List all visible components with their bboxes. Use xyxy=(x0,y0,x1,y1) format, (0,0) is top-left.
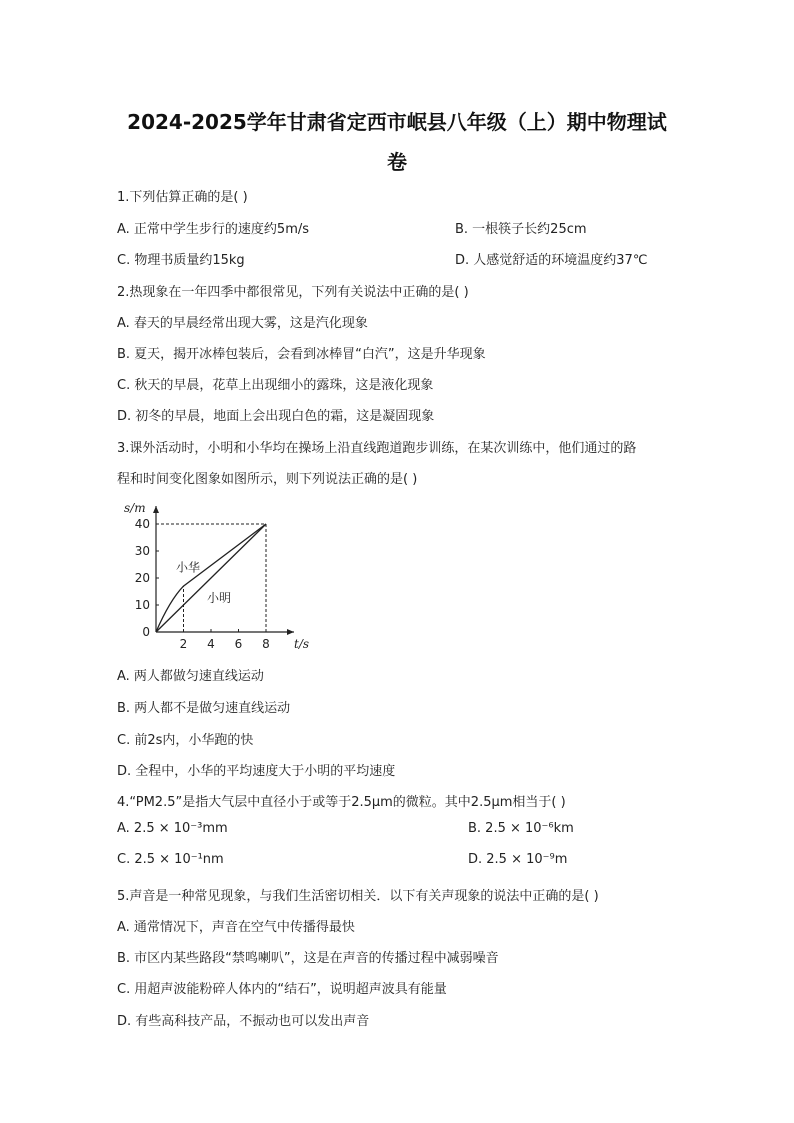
question-2-stem: 2.热现象在一年四季中都很常见，下列有关说法中正确的是( ) xyxy=(117,285,469,300)
series-line-xiaoming xyxy=(156,524,266,632)
question-5-option-d: D. 有些高科技产品，不振动也可以发出声音 xyxy=(117,1014,370,1029)
question-4-option-d: D. 2.5 × 10⁻⁹m xyxy=(468,852,568,867)
question-3-option-d: D. 全程中，小华的平均速度大于小明的平均速度 xyxy=(117,764,396,779)
question-3-option-a: A. 两人都做匀速直线运动 xyxy=(117,669,264,684)
y-axis-label: s/m xyxy=(124,501,146,515)
y-tick-label: 40 xyxy=(134,517,150,531)
page-title-continued: 卷 xyxy=(387,150,407,174)
question-1-option-c: C. 物理书质量约15kg xyxy=(117,253,245,268)
question-2-option-a: A. 春天的早晨经常出现大雾，这是汽化现象 xyxy=(117,316,368,331)
question-3-stem-line-2: 程和时间变化图象如图所示，则下列说法正确的是( ) xyxy=(117,472,418,487)
question-1-option-b: B. 一根筷子长约25cm xyxy=(455,222,587,237)
question-4-option-a: A. 2.5 × 10⁻³mm xyxy=(117,821,228,836)
distance-time-chart xyxy=(118,500,318,652)
question-2-option-b: B. 夏天，揭开冰棒包装后，会看到冰棒冒“白汽”，这是升华现象 xyxy=(117,347,486,362)
question-5-option-b: B. 市区内某些路段“禁鸣喇叭”，这是在声音的传播过程中减弱噪音 xyxy=(117,951,499,966)
question-2-option-c: C. 秋天的早晨，花草上出现细小的露珠，这是液化现象 xyxy=(117,378,434,393)
y-tick-label: 10 xyxy=(134,598,150,612)
question-3-option-b: B. 两人都不是做匀速直线运动 xyxy=(117,701,291,716)
y-axis-arrow xyxy=(153,506,159,513)
question-4-option-c: C. 2.5 × 10⁻¹nm xyxy=(117,852,224,867)
question-2-option-d: D. 初冬的早晨，地面上会出现白色的霜，这是凝固现象 xyxy=(117,409,435,424)
origin-label: 0 xyxy=(142,625,150,639)
x-axis-arrow xyxy=(287,629,294,635)
question-3-stem-line-1: 3.课外活动时，小明和小华均在操场上沿直线跑道跑步训练，在某次训练中，他们通过的路 xyxy=(117,441,637,456)
question-1-stem: 1.下列估算正确的是( ) xyxy=(117,190,248,205)
series-label-xiaohua: 小华 xyxy=(176,560,201,575)
question-5-stem: 5.声音是一种常见现象，与我们生活密切相关．以下有关声现象的说法中正确的是( ) xyxy=(117,889,599,904)
x-tick-label: 8 xyxy=(262,637,270,651)
x-tick-label: 4 xyxy=(207,637,215,651)
x-tick-label: 6 xyxy=(234,637,243,651)
series-label-xiaoming: 小明 xyxy=(207,590,232,605)
question-3-option-c: C. 前2s内，小华跑的快 xyxy=(117,733,254,748)
question-5-option-c: C. 用超声波能粉碎人体内的“结石”，说明超声波具有能量 xyxy=(117,982,447,997)
x-tick-label: 2 xyxy=(179,637,188,651)
page-title: 2024-2025学年甘肃省定西市岷县八年级（上）期中物理试 xyxy=(127,110,667,134)
question-1-option-a: A. 正常中学生步行的速度约5m/s xyxy=(117,222,310,237)
y-tick-label: 30 xyxy=(134,544,150,558)
question-4-option-b: B. 2.5 × 10⁻⁶km xyxy=(468,821,574,836)
question-1-option-d: D. 人感觉舒适的环境温度约37℃ xyxy=(455,253,648,268)
x-axis-label: t/s xyxy=(294,637,310,651)
y-tick-label: 20 xyxy=(134,571,150,585)
question-5-option-a: A. 通常情况下，声音在空气中传播得最快 xyxy=(117,920,355,935)
question-4-stem: 4.“PM2.5”是指大气层中直径小于或等于2.5μm的微粒。其中2.5μm相当于( ) xyxy=(117,795,566,810)
